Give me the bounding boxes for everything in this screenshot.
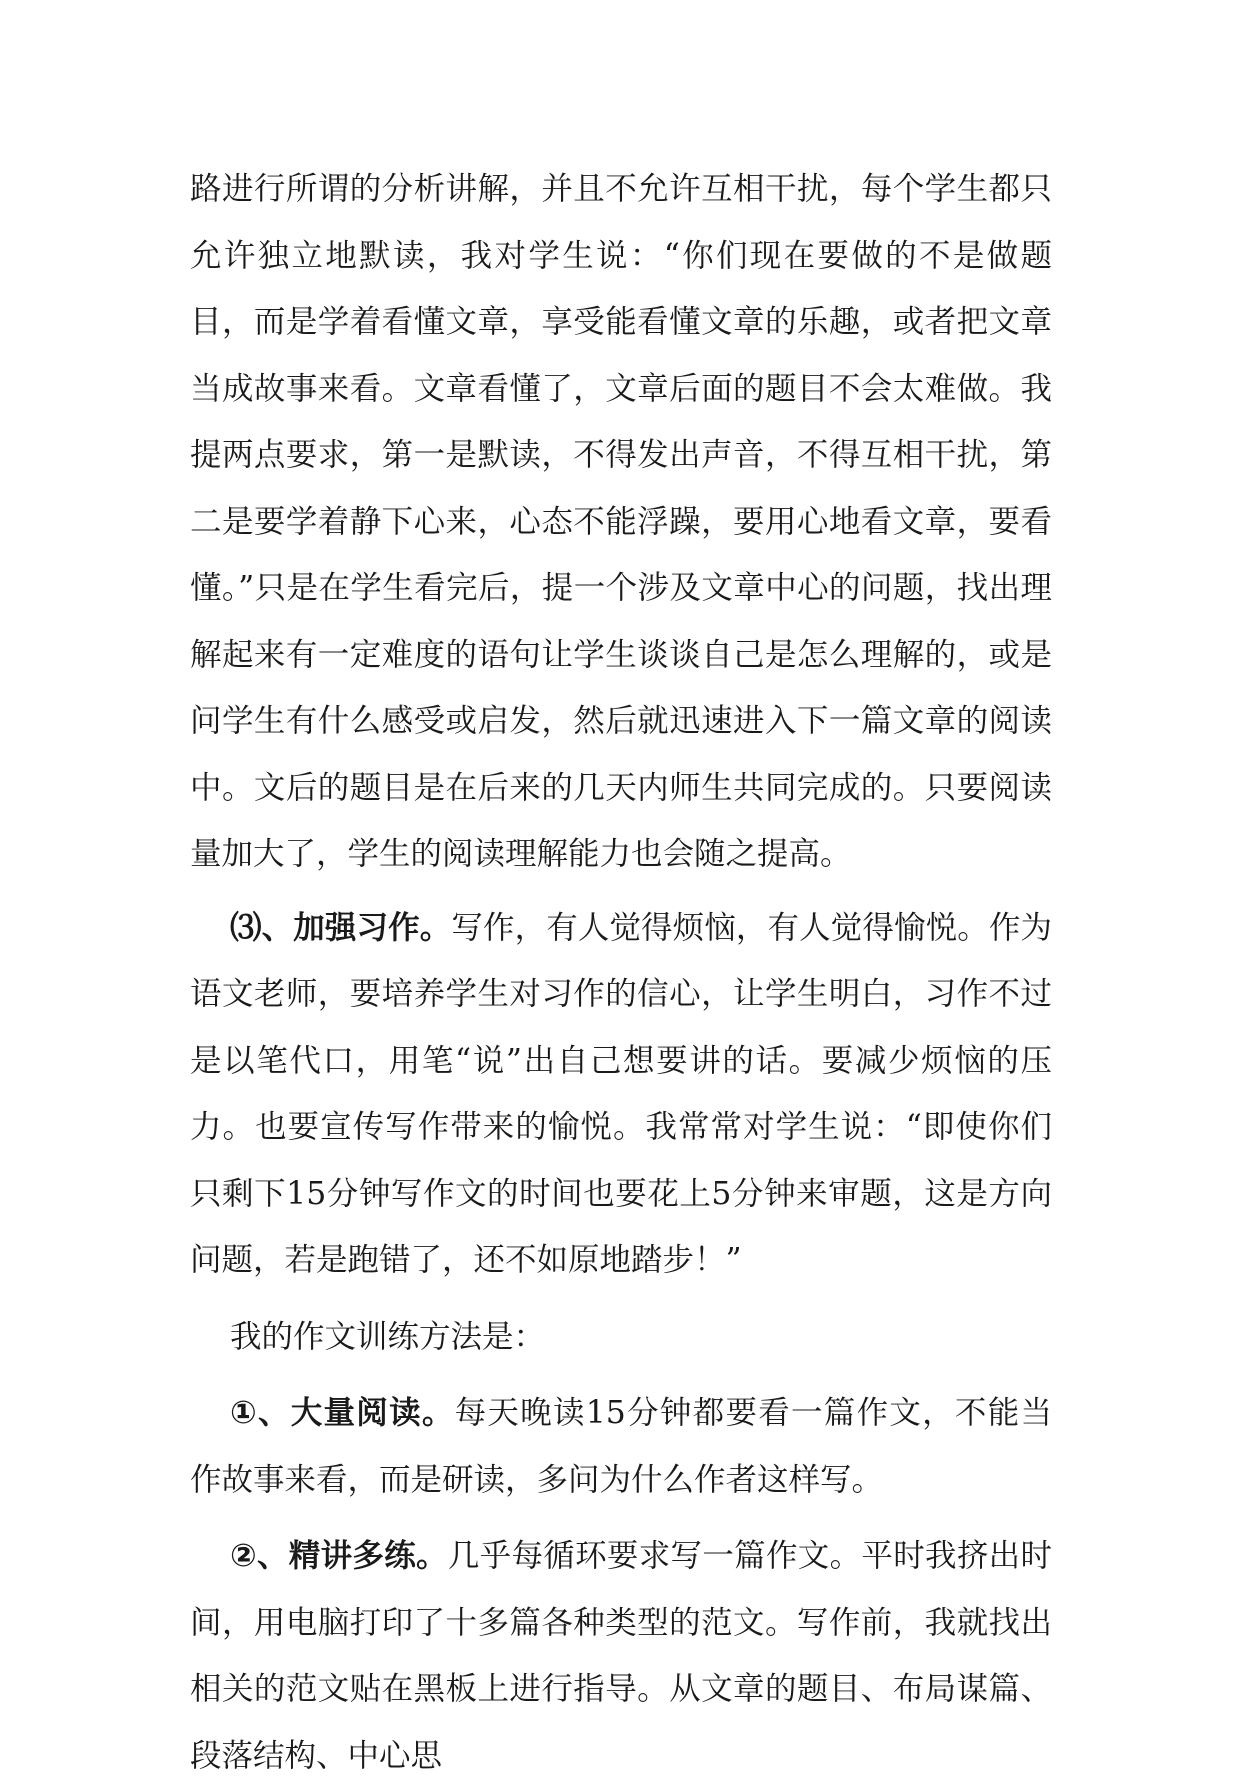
paragraph-focused-practice (190, 1523, 1052, 1789)
paragraph-text: 几乎每循环要求写一篇作文。平时我挤出时间，用电脑打印了十多篇各种类型的范文。写作前，我就找出相关的范文贴在黑板上进行指导。从文章的题目、布局谋篇、段落结构、中心思 (190, 1538, 1052, 1774)
paragraph-heading: ②、精讲多练。 (230, 1538, 448, 1574)
paragraph-text: 路进行所谓的分析讲解，并且不允许互相干扰，每个学生都只允许独立地默读，我对学生说：“你们现在要做的不是做题目，而是学着看懂文章，享受能看懂文章的乐趣，或者把文章当成故事来看。文章看懂了，文章后面的题目不会太难做。我提两点要求，第一是默读，不得发出声音，不得互相干扰，第二是要学着静下心来，心态不能浮躁，要用心地看文章，要看懂。”只是在学生看完后，提一个涉及文章中心的问题，找出理解起来有一定难度的语句让学生谈谈自己是怎么理解的，或是问学生有什么感受或启发，然后就迅速进入下一篇文章的阅读中。文后的题目是在后来的几天内师生共同完成的。只要阅读量加大了，学生的阅读理解能力也会随之提高。 (190, 171, 1052, 872)
paragraph-text: 每天晚读15分钟都要看一篇作文，不能当作故事来看，而是研读，多问为什么作者这样写。 (190, 1395, 1052, 1498)
paragraph-extensive-reading (190, 1380, 1052, 1513)
paragraph-training-methods-intro (190, 1304, 1052, 1371)
paragraph-heading: ⑶、加强习作。 (230, 909, 452, 946)
paragraph-strengthen-writing (190, 895, 1052, 1294)
paragraph-text: 我的作文训练方法是： (230, 1318, 546, 1355)
paragraph-reading-continuation (190, 156, 1052, 888)
paragraph-text: 写作，有人觉得烦恼，有人觉得愉悦。作为语文老师，要培养学生对习作的信心，让学生明白，习作不过是以笔代口，用笔“说”出自己想要讲的话。要减少烦恼的压力。也要宣传写作带来的愉悦。我常常对学生说：“即使你们只剩下15分钟写作文的时间也要花上5分钟来审题，这是方向问题，若是跑错了，还不如原地踏步！” (190, 909, 1052, 1278)
document-page (190, 156, 1052, 1789)
paragraph-heading: ①、大量阅读。 (230, 1395, 455, 1431)
